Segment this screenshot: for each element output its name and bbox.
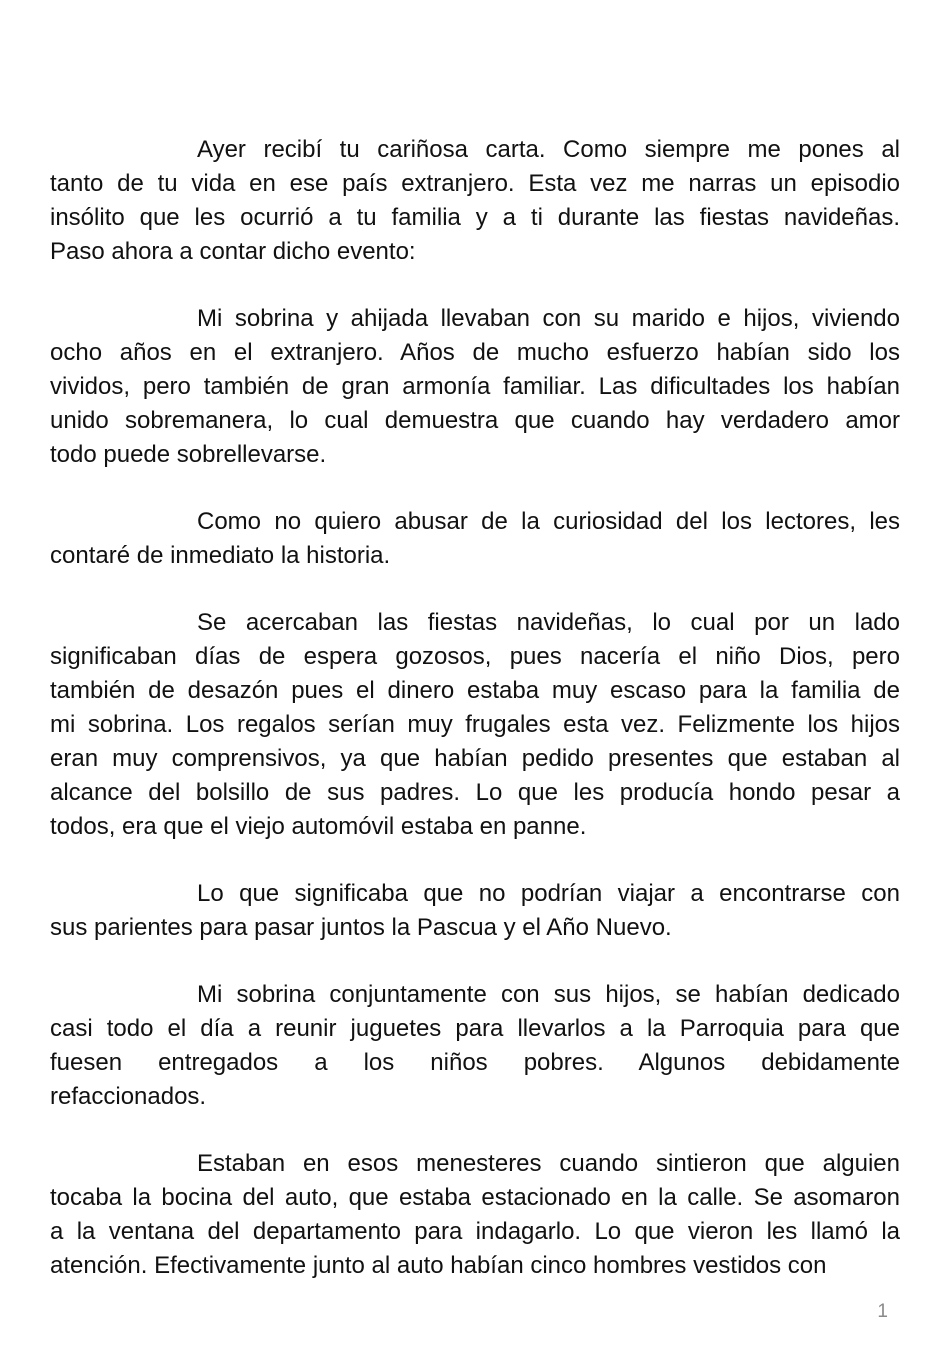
paragraph bbox=[50, 606, 900, 844]
paragraph-line: unido sobremanera, lo cual demuestra que cuando hay verdadero amor bbox=[50, 407, 900, 434]
paragraph bbox=[50, 302, 900, 472]
paragraph bbox=[50, 877, 900, 945]
paragraph-line: Estaban en esos menesteres cuando sintieron que alguien bbox=[197, 1150, 900, 1177]
paragraph-line: contaré de inmediato la historia. bbox=[50, 542, 391, 569]
paragraph-line: Ayer recibí tu cariñosa carta. Como siempre me pones al bbox=[197, 136, 900, 163]
paragraph-line: tocaba la bocina del auto, que estaba estacionado en la calle. Se asomaron bbox=[50, 1184, 900, 1211]
paragraph-line: mi sobrina. Los regalos serían muy frugales esta vez. Felizmente los hijos bbox=[50, 711, 900, 738]
paragraph-line: Mi sobrina conjuntamente con sus hijos, se habían dedicado bbox=[197, 981, 900, 1008]
paragraph-line: todos, era que el viejo automóvil estaba en panne. bbox=[50, 813, 587, 840]
paragraph-line: también de desazón pues el dinero estaba muy escaso para la familia de bbox=[50, 677, 900, 704]
paragraph bbox=[50, 978, 900, 1114]
paragraph-line: Paso ahora a contar dicho evento: bbox=[50, 238, 416, 265]
paragraph-line: Lo que significaba que no podrían viajar a encontrarse con bbox=[197, 880, 900, 907]
paragraph-line: Como no quiero abusar de la curiosidad del los lectores, les bbox=[197, 508, 900, 535]
paragraph-line: alcance del bolsillo de sus padres. Lo que les producía hondo pesar a bbox=[50, 779, 900, 806]
paragraph-line: significaban días de espera gozosos, pues nacería el niño Dios, pero bbox=[50, 643, 900, 670]
paragraph-line: insólito que les ocurrió a tu familia y a ti durante las fiestas navideñas. bbox=[50, 204, 900, 231]
paragraph bbox=[50, 133, 900, 269]
paragraph-line: tanto de tu vida en ese país extranjero. Esta vez me narras un episodio bbox=[50, 170, 900, 197]
paragraph bbox=[50, 1147, 900, 1283]
paragraph-line: a la ventana del departamento para indagarlo. Lo que vieron les llamó la bbox=[50, 1218, 900, 1245]
paragraph bbox=[50, 505, 900, 573]
paragraph-line: ocho años en el extranjero. Años de mucho esfuerzo habían sido los bbox=[50, 339, 900, 366]
paragraph-line: fuesen entregados a los niños pobres. Algunos debidamente bbox=[50, 1049, 900, 1076]
paragraph-line: Mi sobrina y ahijada llevaban con su marido e hijos, viviendo bbox=[197, 305, 900, 332]
paragraph-line: atención. Efectivamente junto al auto habían cinco hombres vestidos con bbox=[50, 1252, 827, 1279]
paragraph-line: sus parientes para pasar juntos la Pascua y el Año Nuevo. bbox=[50, 914, 672, 941]
paragraph-line: todo puede sobrellevarse. bbox=[50, 441, 327, 468]
document-body bbox=[50, 133, 900, 1316]
page-number: 1 bbox=[877, 1301, 888, 1322]
paragraph-line: Se acercaban las fiestas navideñas, lo cual por un lado bbox=[197, 609, 900, 636]
paragraph-line: refaccionados. bbox=[50, 1083, 207, 1110]
paragraph-line: casi todo el día a reunir juguetes para llevarlos a la Parroquia para que bbox=[50, 1015, 900, 1042]
paragraph-line: vividos, pero también de gran armonía familiar. Las dificultades los habían bbox=[50, 373, 900, 400]
paragraph-line: eran muy comprensivos, ya que habían pedido presentes que estaban al bbox=[50, 745, 900, 772]
